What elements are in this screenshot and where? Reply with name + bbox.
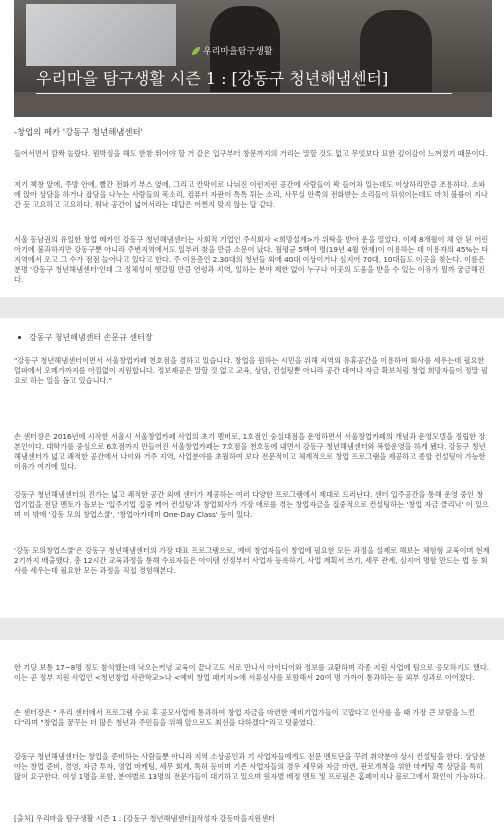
brand-name: 우리마을탐구생활 bbox=[203, 47, 273, 57]
hero-desk bbox=[14, 92, 492, 117]
leaf-icon bbox=[192, 47, 200, 55]
interviewee-heading bbox=[18, 332, 153, 343]
paragraph-director-history: 손 센터장은 2016년에 시작한 서울시 서울창업카페 사업의 초기 멤버로, 1호점인 숭실대점을 운영하면서 서울창업카페의 개념과 운영모델을 정립한 장본인이다. 대학가를 중심으로 6호점까지 만들어진 서울창업카페는 7호점을 천호동에 내면서 강동구 청년해냄센터와 복합운영을 하게 됐다. 강동구 청년해냄센터가 넓고 쾌적한 공간에서 나이와 거주 지역, 사업분야를 초월하여 보다 전문적이고 체계적으로 창업 프로그램을 제공하고 종합 컨설팅이 가능한 이유가 여기에 있다. bbox=[14, 432, 486, 471]
paragraph-center-overview: 서울 동남권의 유일한 창업 메카인 강동구 청년해냄센터는 사회적 기업인 주식회사 <희망설계>가 위탁을 받아 운을 열었다. 이제 8개월이 채 안 된 어린 아기에 불과하지만 강동구뿐 아니라 주변지역에서도 일부러 찾을 만큼 소문이 났다. 월평균 5백여 명(19년 4월 현재)이 이용하는 데 이용자의 45%는 타 지역에서 오고 그 수가 점점 늘어나고 있다고 한다. 주 이용층인 2.30대의 청년들 외에 40대 이상이거나 심지어 70대, 10대들도 이곳을 찾는다. 이름은 분명 '강동구 청년해냄센터'인데 그 정체성이 헷갈릴 만큼 연령과 지역, 일하는 분야 제한 없이 누구나 이곳의 도움을 받을 수 있는 이유가 뭘까 궁금해진다. bbox=[14, 235, 489, 284]
paragraph-consulting: 강동구 청년해냄센터는 창업을 준비하는 사람들뿐 아니라 지역 소상공인과 기 사업자들에게도 전문 멘토단을 꾸려 취약분야 상시 컨설팅을 한다. 상담분야는 창업 준비, 경영, 자금 투자, 영업 마케팅, 세무 회계, 특허 등이며 기존 사업자들의 경우 세무와 자금 마련, 판로개척을 위한 마케팅 쪽 상담을 특히 많이 요구한다. 여성 1명을 포함, 분야별로 13명의 전문가들이 대기하고 있으며 원자별 배정 멘토 및 프로필은 홈페이지나 블로그에서 확인이 가능하다. bbox=[14, 752, 486, 781]
hero-title-underline bbox=[36, 93, 452, 94]
interviewee-name: 강동구 청년해냄센터 손문규 센터장 bbox=[29, 333, 153, 342]
document-page-1 bbox=[0, 0, 504, 297]
paragraph-quote: "강동구 청년해냄센터이면서 서울창업카페 천호점을 겸하고 있습니다. 창업을 원하는 시민을 위해 지역의 유휴공간을 이용하여 회사를 세우는데 필요한 얼파에서 오메가까지를 아낌없이 지원합니다. 정보제공은 말할 것 없고 교육, 상담, 컨설팅뿐 아니라 공간 대여나 자금 확보처럼 창업 희망자들이 정말 필요로 하는 일을 돕고 있습니다." bbox=[14, 356, 488, 385]
bullet-icon bbox=[18, 336, 21, 339]
paragraph-results: 한 기당 보통 17~8명 정도 참석했는데 낙오는커녕 교육이 끝나고도 서로 만나서 아이디어와 정보를 교환하며 각종 지원 사업에 팀으로 응모하기도 했다. 이는 곧 정부 지원 사업인 <청년창업 사관학교>나 <예비 창업 패키지>에 서류심사를 포함해서 20여 명 가까이 통과하는 등 외부 성과로 이어졌다. bbox=[14, 663, 490, 682]
paragraph-programs: 강동구 청년해냄센터의 진가는 넓고 쾌적한 공간 외에 센터가 제공하는 여러 다양한 프로그램에서 제대로 드러난다. 센터 입주공간을 통해 운영 중인 창업기업을 전담 멘토가 돌보는 '입주기업 집중 케어 컨설팅'과 창업회사가 가장 애로를 겪는 창업자금을 집중적으로 컨설팅하는 '창업 자금 클리닉' 이 있으며 이 밖에 '강동 모의 창업스쿨', '창업아카데미 One-Day Class' 등이 있다. bbox=[14, 490, 489, 519]
hero-title: 우리마을 탐구생활 시즌 1 : [강동구 청년해냄센터] bbox=[36, 69, 389, 88]
paragraph-intro: 들어서면서 깜짝 놀랐다. 뭔박징을 해도 한참 뛰어야 할 거 같은 입구부터 창문까지의 거리는 말할 것도 없고 무엇보다 묘한 깊이감이 느껴졌기 때문이다. bbox=[14, 149, 488, 158]
section-subtitle: -창업의 메카 '강동구 청년해냄센터' bbox=[14, 127, 143, 137]
hero-window bbox=[26, 4, 176, 66]
paragraph-space: 저기 책창 앞에, 주방 안에, 빨간 전화기 부스 옆에, 그리고 칸막이로 나눠진 이런저런 공간에 사람들이 꽉 들어차 있는데도 이상하리만큼 조용하다. 소파에 앉아 상담을 하거나 잡담을 나누는 사람들의 목소리, 컴퓨터 자판이 톡톡 튀는 소리, 사무실 안쪽의 전화받는 소리들이 뒤섞이는데도 마치 볼륨이 지나간 듯 고요하고 고요하다. 워낙 공간이 넓어서라는 대답은 어쩐지 맞지 않는 답 같다. bbox=[14, 180, 488, 209]
paragraph-mock-school: '강동 모의창업스쿨'은 강동구 청년해냄센터의 가장 대표 프로그램으로, 예비 창업자들이 창업에 필요한 모든 과정을 실제로 해보는 체험형 교육이며 현재 2기까지 배출했다. 총 12시간 교육과정을 통해 수료자들은 아이템 선정부터 사업자 등록하기, 사업 계획서 쓰기, 세무 관계, 심지어 명함 만드는 법 등 회사를 세우는데 필요한 모든 과정을 직접 경험해본다. bbox=[14, 546, 490, 575]
paragraph-director-quote: 손 센터장은 " 우리 센터에서 프로그램 수료 후 공모사업에 통과하여 창업 자금을 마련한 예비기업가들이 고맙다고 인사를 올 때 가장 큰 보람을 느낀다"라며 "창업을 꿈꾸는 더 많은 청년과 주민들을 위해 앞으로도 최선을 다하겠다"라고 덧붙였다. bbox=[14, 708, 475, 727]
brand-logo bbox=[192, 44, 273, 57]
source-credit: [출처] 우리마을 탐구생활 시즌 1 : [강동구 청년해냄센터]|작성자 강동마을지원센터 bbox=[14, 814, 276, 823]
hero-photo-banner bbox=[14, 0, 492, 117]
